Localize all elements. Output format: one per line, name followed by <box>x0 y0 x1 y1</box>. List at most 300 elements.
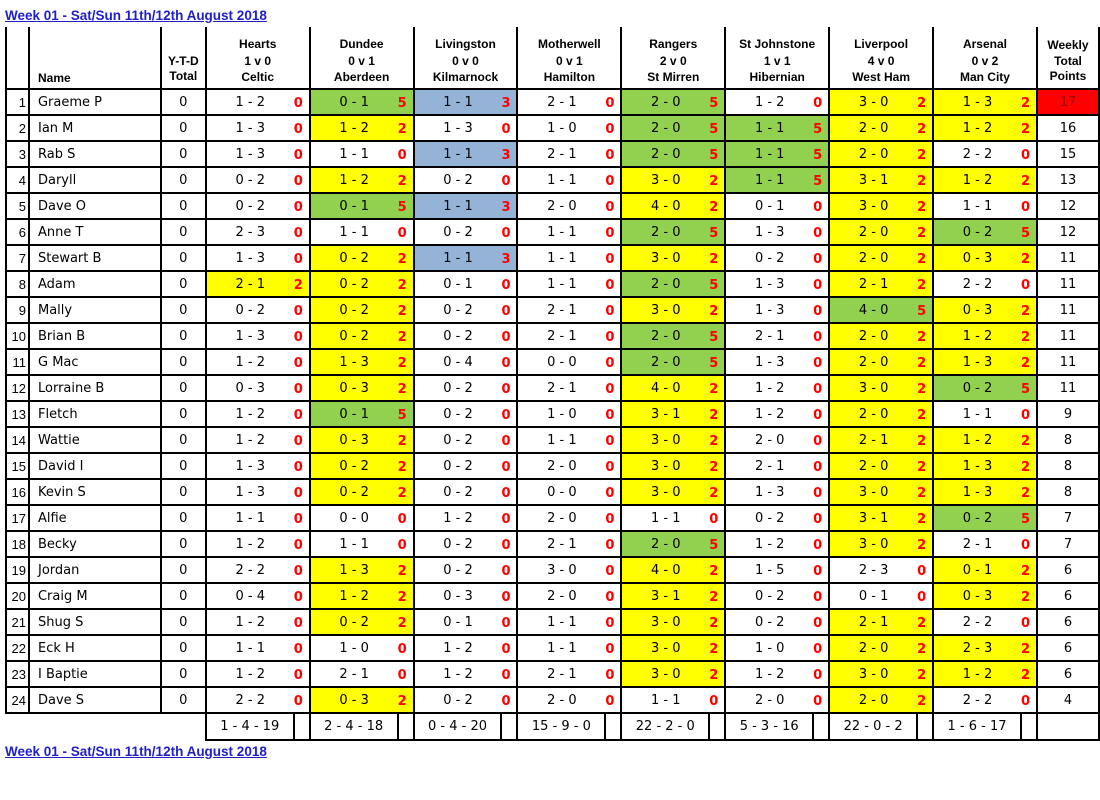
prediction-points-cell-3: 0 <box>501 557 517 583</box>
prediction-points-cell-3: 0 <box>501 661 517 687</box>
prediction-points-cell-1: 0 <box>294 193 310 219</box>
player-row <box>6 349 1099 375</box>
prediction-score-cell-8: 1 - 3 <box>933 349 1021 375</box>
weekly-total-cell: 6 <box>1037 635 1099 661</box>
prediction-points-cell-8: 2 <box>1021 89 1037 115</box>
prediction-points-cell-7: 0 <box>917 583 933 609</box>
prediction-points-cell-8: 2 <box>1021 115 1037 141</box>
match-header-8 <box>933 27 1037 89</box>
prediction-score-cell-3: 0 - 1 <box>414 271 502 297</box>
row-number-cell: 12 <box>6 375 29 401</box>
prediction-score-cell-2: 1 - 2 <box>310 583 398 609</box>
prediction-score-cell-3: 0 - 2 <box>414 323 502 349</box>
match-summary-cell-7: 22 - 0 - 2 <box>829 713 917 740</box>
prediction-points-cell-3: 0 <box>501 115 517 141</box>
prediction-score-cell-6: 2 - 0 <box>725 687 813 713</box>
prediction-score-cell-1: 1 - 2 <box>206 401 294 427</box>
prediction-score-cell-8: 1 - 2 <box>933 323 1021 349</box>
prediction-points-cell-1: 0 <box>294 401 310 427</box>
player-name-cell: Shug S <box>29 609 161 635</box>
prediction-score-cell-1: 0 - 2 <box>206 297 294 323</box>
prediction-score-cell-7: 0 - 1 <box>829 583 917 609</box>
row-number-cell: 20 <box>6 583 29 609</box>
prediction-points-cell-5: 2 <box>709 557 725 583</box>
prediction-points-cell-8: 2 <box>1021 349 1037 375</box>
prediction-points-cell-2: 2 <box>398 583 414 609</box>
prediction-score-cell-3: 0 - 4 <box>414 349 502 375</box>
prediction-score-cell-8: 2 - 2 <box>933 141 1021 167</box>
player-name-cell: Ian M <box>29 115 161 141</box>
prediction-points-cell-3: 0 <box>501 583 517 609</box>
prediction-score-cell-2: 1 - 3 <box>310 349 398 375</box>
prediction-score-cell-8: 1 - 3 <box>933 479 1021 505</box>
prediction-points-cell-1: 0 <box>294 167 310 193</box>
prediction-points-cell-8: 5 <box>1021 219 1037 245</box>
match-summary-spacer-8 <box>1021 713 1037 740</box>
ytd-total-cell: 0 <box>161 479 206 505</box>
prediction-points-cell-4: 0 <box>605 583 621 609</box>
weekly-total-cell: 6 <box>1037 609 1099 635</box>
weekly-total-cell: 7 <box>1037 531 1099 557</box>
prediction-points-cell-7: 2 <box>917 167 933 193</box>
player-name-cell: Eck H <box>29 635 161 661</box>
prediction-score-cell-2: 0 - 2 <box>310 479 398 505</box>
prediction-score-cell-1: 1 - 2 <box>206 427 294 453</box>
player-row <box>6 141 1099 167</box>
prediction-points-cell-1: 0 <box>294 427 310 453</box>
prediction-score-cell-7: 2 - 0 <box>829 635 917 661</box>
player-row <box>6 609 1099 635</box>
player-row <box>6 115 1099 141</box>
player-name-cell: Wattie <box>29 427 161 453</box>
prediction-score-cell-5: 2 - 0 <box>621 323 709 349</box>
prediction-score-cell-4: 1 - 1 <box>517 167 605 193</box>
prediction-points-cell-6: 0 <box>813 609 829 635</box>
away-team-label: Hibernian <box>749 69 805 84</box>
prediction-points-cell-7: 2 <box>917 271 933 297</box>
prediction-score-cell-6: 1 - 5 <box>725 557 813 583</box>
prediction-score-cell-2: 2 - 1 <box>310 661 398 687</box>
row-number-cell: 14 <box>6 427 29 453</box>
prediction-score-cell-1: 1 - 3 <box>206 141 294 167</box>
match-summary-cell-2: 2 - 4 - 18 <box>310 713 398 740</box>
prediction-points-cell-1: 0 <box>294 505 310 531</box>
prediction-score-cell-1: 0 - 4 <box>206 583 294 609</box>
prediction-points-cell-3: 3 <box>501 245 517 271</box>
prediction-points-cell-7: 2 <box>917 89 933 115</box>
prediction-score-cell-3: 1 - 1 <box>414 245 502 271</box>
prediction-points-cell-8: 0 <box>1021 193 1037 219</box>
prediction-score-cell-6: 1 - 3 <box>725 297 813 323</box>
row-number-cell: 5 <box>6 193 29 219</box>
prediction-points-cell-7: 2 <box>917 609 933 635</box>
prediction-score-cell-4: 2 - 1 <box>517 375 605 401</box>
prediction-score-cell-8: 1 - 1 <box>933 193 1021 219</box>
row-number-cell: 19 <box>6 557 29 583</box>
prediction-score-cell-8: 2 - 2 <box>933 687 1021 713</box>
prediction-score-cell-6: 1 - 1 <box>725 115 813 141</box>
prediction-points-cell-6: 0 <box>813 271 829 297</box>
prediction-score-cell-7: 3 - 0 <box>829 531 917 557</box>
weekly-total-cell: 15 <box>1037 141 1099 167</box>
away-team-label: Man City <box>959 69 1010 84</box>
prediction-score-cell-8: 1 - 2 <box>933 661 1021 687</box>
prediction-points-cell-1: 0 <box>294 479 310 505</box>
prediction-score-cell-8: 2 - 2 <box>933 609 1021 635</box>
prediction-score-cell-4: 2 - 0 <box>517 687 605 713</box>
prediction-score-cell-4: 2 - 1 <box>517 661 605 687</box>
prediction-score-cell-6: 2 - 1 <box>725 323 813 349</box>
prediction-points-cell-7: 2 <box>917 141 933 167</box>
ytd-total-cell: 0 <box>161 531 206 557</box>
prediction-points-cell-8: 2 <box>1021 661 1037 687</box>
weekly-total-cell: 8 <box>1037 453 1099 479</box>
prediction-score-cell-5: 1 - 1 <box>621 687 709 713</box>
player-name-cell: Daryll <box>29 167 161 193</box>
match-result-label: 0 v 1 <box>348 53 375 68</box>
prediction-points-cell-7: 2 <box>917 219 933 245</box>
prediction-score-cell-4: 2 - 1 <box>517 89 605 115</box>
prediction-points-cell-4: 0 <box>605 349 621 375</box>
prediction-points-cell-7: 2 <box>917 531 933 557</box>
prediction-score-cell-7: 2 - 0 <box>829 453 917 479</box>
prediction-points-cell-8: 5 <box>1021 505 1037 531</box>
prediction-score-cell-6: 1 - 2 <box>725 375 813 401</box>
match-summary-spacer-7 <box>917 713 933 740</box>
prediction-score-cell-3: 0 - 1 <box>414 609 502 635</box>
match-summary-spacer-3 <box>501 713 517 740</box>
prediction-points-cell-3: 0 <box>501 453 517 479</box>
prediction-points-cell-3: 0 <box>501 505 517 531</box>
prediction-points-cell-7: 2 <box>917 323 933 349</box>
prediction-points-cell-4: 0 <box>605 427 621 453</box>
weekly-total-cell: 16 <box>1037 115 1099 141</box>
prediction-points-cell-5: 5 <box>709 271 725 297</box>
prediction-points-cell-2: 0 <box>398 531 414 557</box>
player-row <box>6 245 1099 271</box>
prediction-points-cell-8: 2 <box>1021 453 1037 479</box>
prediction-score-cell-1: 1 - 3 <box>206 453 294 479</box>
prediction-points-cell-8: 2 <box>1021 167 1037 193</box>
prediction-points-cell-4: 0 <box>605 141 621 167</box>
player-row <box>6 661 1099 687</box>
prediction-points-cell-2: 0 <box>398 635 414 661</box>
prediction-points-cell-5: 2 <box>709 167 725 193</box>
home-team-label: Rangers <box>649 37 698 52</box>
prediction-score-cell-1: 0 - 3 <box>206 375 294 401</box>
ytd-total-cell: 0 <box>161 661 206 687</box>
prediction-score-cell-6: 0 - 2 <box>725 245 813 271</box>
prediction-score-cell-6: 0 - 1 <box>725 193 813 219</box>
away-team-label: Celtic <box>241 69 275 84</box>
prediction-points-cell-6: 0 <box>813 349 829 375</box>
prediction-score-cell-5: 3 - 0 <box>621 297 709 323</box>
player-row <box>6 635 1099 661</box>
prediction-score-cell-6: 2 - 1 <box>725 453 813 479</box>
ytd-total-cell: 0 <box>161 427 206 453</box>
prediction-score-cell-5: 4 - 0 <box>621 375 709 401</box>
weekly-total-cell: 6 <box>1037 661 1099 687</box>
week-footer-link[interactable]: Week 01 - Sat/Sun 11th/12th August 2018 <box>5 744 267 759</box>
away-team-label: Aberdeen <box>333 69 390 84</box>
away-team-label: Kilmarnock <box>432 69 499 84</box>
prediction-points-cell-7: 2 <box>917 661 933 687</box>
prediction-score-cell-6: 0 - 2 <box>725 609 813 635</box>
player-name-cell: Stewart B <box>29 245 161 271</box>
prediction-points-cell-7: 2 <box>917 687 933 713</box>
prediction-score-cell-6: 0 - 2 <box>725 583 813 609</box>
prediction-points-cell-5: 2 <box>709 583 725 609</box>
prediction-points-cell-3: 0 <box>501 349 517 375</box>
prediction-points-cell-7: 0 <box>917 557 933 583</box>
prediction-score-cell-2: 0 - 2 <box>310 245 398 271</box>
prediction-points-cell-5: 2 <box>709 479 725 505</box>
weekly-total-cell: 9 <box>1037 401 1099 427</box>
prediction-score-cell-3: 0 - 2 <box>414 531 502 557</box>
prediction-score-cell-1: 2 - 3 <box>206 219 294 245</box>
prediction-points-cell-1: 0 <box>294 89 310 115</box>
ytd-total-cell: 0 <box>161 323 206 349</box>
prediction-points-cell-8: 2 <box>1021 635 1037 661</box>
prediction-score-cell-2: 1 - 1 <box>310 141 398 167</box>
prediction-points-cell-7: 2 <box>917 349 933 375</box>
weekly-total-cell: 4 <box>1037 687 1099 713</box>
prediction-points-cell-4: 0 <box>605 505 621 531</box>
prediction-points-cell-2: 2 <box>398 453 414 479</box>
home-team-label: Motherwell <box>538 37 601 52</box>
prediction-score-cell-4: 2 - 0 <box>517 505 605 531</box>
prediction-points-cell-6: 5 <box>813 115 829 141</box>
prediction-points-cell-5: 5 <box>709 89 725 115</box>
prediction-points-cell-6: 0 <box>813 531 829 557</box>
prediction-points-cell-1: 0 <box>294 323 310 349</box>
prediction-points-cell-2: 5 <box>398 401 414 427</box>
prediction-points-cell-2: 2 <box>398 167 414 193</box>
prediction-points-cell-6: 0 <box>813 323 829 349</box>
row-number-cell: 1 <box>6 89 29 115</box>
match-header-5 <box>621 27 725 89</box>
ytd-total-cell: 0 <box>161 245 206 271</box>
prediction-points-cell-5: 2 <box>709 635 725 661</box>
row-number-cell: 7 <box>6 245 29 271</box>
prediction-score-cell-3: 0 - 3 <box>414 583 502 609</box>
player-row <box>6 375 1099 401</box>
prediction-points-cell-8: 2 <box>1021 297 1037 323</box>
weekly-total-cell: 11 <box>1037 271 1099 297</box>
match-header-2 <box>310 27 414 89</box>
prediction-points-cell-2: 2 <box>398 375 414 401</box>
prediction-points-cell-6: 0 <box>813 479 829 505</box>
prediction-score-cell-7: 3 - 0 <box>829 479 917 505</box>
match-header-6 <box>725 27 829 89</box>
prediction-score-cell-5: 2 - 0 <box>621 219 709 245</box>
match-summary-cell-4: 15 - 9 - 0 <box>517 713 605 740</box>
player-row <box>6 479 1099 505</box>
weekly-total-cell: 11 <box>1037 349 1099 375</box>
prediction-points-cell-8: 0 <box>1021 531 1037 557</box>
prediction-score-cell-4: 1 - 1 <box>517 635 605 661</box>
weekly-header-line: Points <box>1049 69 1087 84</box>
row-number-cell: 2 <box>6 115 29 141</box>
prediction-score-cell-5: 2 - 0 <box>621 89 709 115</box>
match-summary-cell-6: 5 - 3 - 16 <box>725 713 813 740</box>
row-number-cell: 22 <box>6 635 29 661</box>
prediction-points-cell-2: 2 <box>398 245 414 271</box>
player-name-cell: Adam <box>29 271 161 297</box>
ytd-header-line: Y-T-D <box>167 53 199 68</box>
prediction-score-cell-8: 1 - 3 <box>933 453 1021 479</box>
prediction-score-cell-2: 0 - 3 <box>310 687 398 713</box>
prediction-points-cell-4: 0 <box>605 609 621 635</box>
prediction-points-cell-5: 5 <box>709 141 725 167</box>
prediction-score-cell-4: 2 - 0 <box>517 453 605 479</box>
match-header-7 <box>829 27 933 89</box>
prediction-points-cell-1: 0 <box>294 583 310 609</box>
prediction-score-cell-1: 1 - 3 <box>206 323 294 349</box>
weekly-total-cell: 7 <box>1037 505 1099 531</box>
prediction-points-cell-7: 2 <box>917 245 933 271</box>
prediction-score-cell-8: 0 - 1 <box>933 557 1021 583</box>
prediction-points-cell-8: 2 <box>1021 245 1037 271</box>
prediction-score-cell-7: 2 - 0 <box>829 219 917 245</box>
prediction-score-cell-2: 0 - 3 <box>310 375 398 401</box>
ytd-total-cell: 0 <box>161 453 206 479</box>
prediction-points-cell-1: 0 <box>294 375 310 401</box>
prediction-points-cell-1: 0 <box>294 687 310 713</box>
prediction-points-cell-8: 2 <box>1021 557 1037 583</box>
match-result-label: 0 v 0 <box>452 53 479 68</box>
prediction-points-cell-2: 2 <box>398 687 414 713</box>
weekly-total-cell: 6 <box>1037 557 1099 583</box>
weekly-total-cell: 11 <box>1037 375 1099 401</box>
weekly-total-cell: 8 <box>1037 479 1099 505</box>
prediction-score-cell-7: 2 - 0 <box>829 401 917 427</box>
prediction-points-cell-8: 2 <box>1021 323 1037 349</box>
prediction-points-cell-4: 0 <box>605 89 621 115</box>
prediction-score-cell-1: 1 - 2 <box>206 609 294 635</box>
prediction-points-cell-6: 0 <box>813 89 829 115</box>
row-number-cell: 17 <box>6 505 29 531</box>
name-column-header: Name <box>29 27 161 89</box>
player-name-cell: G Mac <box>29 349 161 375</box>
predictions-table <box>5 27 1100 741</box>
prediction-points-cell-2: 0 <box>398 141 414 167</box>
prediction-score-cell-1: 1 - 3 <box>206 115 294 141</box>
prediction-score-cell-2: 0 - 2 <box>310 271 398 297</box>
prediction-score-cell-5: 3 - 0 <box>621 479 709 505</box>
prediction-score-cell-1: 1 - 3 <box>206 479 294 505</box>
away-team-label: St Mirren <box>647 69 700 84</box>
prediction-points-cell-1: 0 <box>294 453 310 479</box>
prediction-score-cell-2: 0 - 1 <box>310 193 398 219</box>
prediction-score-cell-8: 0 - 2 <box>933 375 1021 401</box>
prediction-score-cell-7: 2 - 0 <box>829 323 917 349</box>
weekly-total-cell: 17 <box>1037 89 1099 115</box>
prediction-points-cell-1: 0 <box>294 609 310 635</box>
weekly-header-line: Total <box>1054 53 1082 68</box>
home-team-label: Arsenal <box>962 37 1007 52</box>
ytd-total-cell: 0 <box>161 375 206 401</box>
prediction-score-cell-8: 0 - 3 <box>933 245 1021 271</box>
prediction-points-cell-7: 2 <box>917 453 933 479</box>
prediction-points-cell-5: 2 <box>709 401 725 427</box>
prediction-score-cell-4: 1 - 1 <box>517 609 605 635</box>
prediction-points-cell-5: 2 <box>709 297 725 323</box>
prediction-points-cell-5: 2 <box>709 245 725 271</box>
prediction-points-cell-2: 5 <box>398 193 414 219</box>
prediction-score-cell-7: 3 - 0 <box>829 89 917 115</box>
prediction-points-cell-1: 0 <box>294 557 310 583</box>
prediction-score-cell-4: 1 - 0 <box>517 401 605 427</box>
prediction-points-cell-4: 0 <box>605 115 621 141</box>
prediction-score-cell-4: 1 - 0 <box>517 115 605 141</box>
prediction-score-cell-5: 3 - 0 <box>621 609 709 635</box>
match-result-label: 0 v 1 <box>556 53 583 68</box>
prediction-points-cell-6: 0 <box>813 219 829 245</box>
prediction-points-cell-3: 0 <box>501 219 517 245</box>
prediction-points-cell-6: 0 <box>813 635 829 661</box>
prediction-points-cell-2: 0 <box>398 505 414 531</box>
prediction-points-cell-5: 2 <box>709 453 725 479</box>
ytd-total-cell: 0 <box>161 687 206 713</box>
prediction-points-cell-6: 0 <box>813 375 829 401</box>
prediction-score-cell-5: 4 - 0 <box>621 193 709 219</box>
row-number-cell: 24 <box>6 687 29 713</box>
prediction-points-cell-1: 0 <box>294 661 310 687</box>
prediction-points-cell-4: 0 <box>605 193 621 219</box>
prediction-points-cell-4: 0 <box>605 479 621 505</box>
player-row <box>6 219 1099 245</box>
ytd-header-line: Total <box>169 69 198 84</box>
prediction-score-cell-2: 1 - 0 <box>310 635 398 661</box>
prediction-score-cell-7: 2 - 1 <box>829 609 917 635</box>
prediction-points-cell-8: 0 <box>1021 609 1037 635</box>
row-number-cell: 4 <box>6 167 29 193</box>
prediction-score-cell-5: 2 - 0 <box>621 349 709 375</box>
prediction-points-cell-8: 0 <box>1021 271 1037 297</box>
prediction-points-cell-2: 2 <box>398 115 414 141</box>
prediction-points-cell-8: 2 <box>1021 427 1037 453</box>
prediction-points-cell-5: 5 <box>709 323 725 349</box>
prediction-score-cell-1: 1 - 1 <box>206 635 294 661</box>
prediction-points-cell-3: 0 <box>501 609 517 635</box>
week-title-link[interactable]: Week 01 - Sat/Sun 11th/12th August 2018 <box>5 8 267 23</box>
player-name-cell: Mally <box>29 297 161 323</box>
prediction-score-cell-8: 0 - 2 <box>933 505 1021 531</box>
prediction-points-cell-4: 0 <box>605 245 621 271</box>
ytd-total-cell: 0 <box>161 271 206 297</box>
player-row <box>6 271 1099 297</box>
prediction-score-cell-7: 2 - 1 <box>829 427 917 453</box>
match-header-4 <box>517 27 621 89</box>
prediction-points-cell-4: 0 <box>605 453 621 479</box>
prediction-score-cell-4: 2 - 0 <box>517 193 605 219</box>
prediction-score-cell-7: 3 - 0 <box>829 375 917 401</box>
prediction-score-cell-4: 2 - 0 <box>517 583 605 609</box>
player-row <box>6 687 1099 713</box>
player-row <box>6 531 1099 557</box>
prediction-score-cell-3: 0 - 2 <box>414 401 502 427</box>
prediction-score-cell-6: 1 - 2 <box>725 531 813 557</box>
prediction-points-cell-2: 2 <box>398 427 414 453</box>
prediction-score-cell-7: 3 - 1 <box>829 167 917 193</box>
prediction-score-cell-3: 1 - 2 <box>414 661 502 687</box>
away-team-label: West Ham <box>852 69 910 84</box>
prediction-score-cell-4: 1 - 1 <box>517 271 605 297</box>
weekly-total-cell: 6 <box>1037 583 1099 609</box>
row-number-cell: 21 <box>6 609 29 635</box>
prediction-score-cell-4: 3 - 0 <box>517 557 605 583</box>
